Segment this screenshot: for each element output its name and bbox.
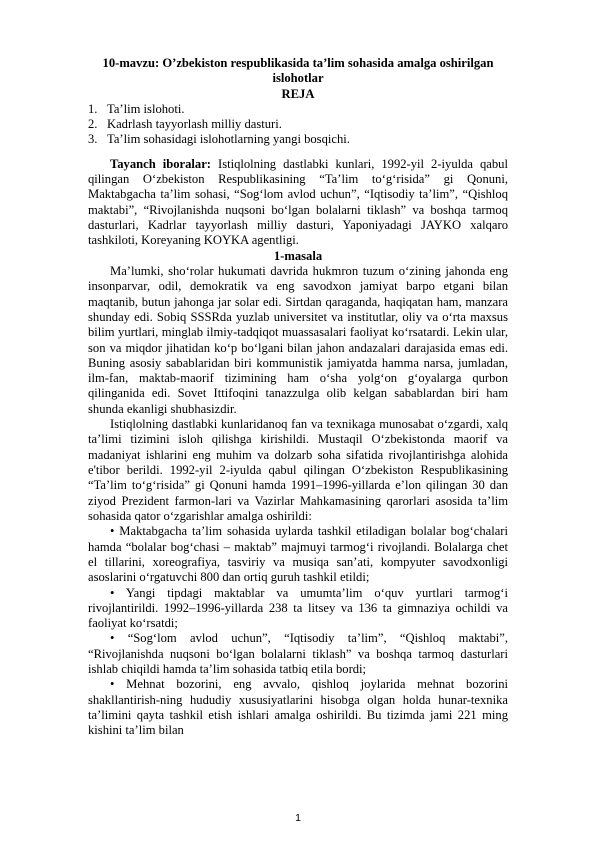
spacer: [88, 148, 508, 157]
bullet-paragraph: • Maktabgacha ta’lim sohasida uylarda tashkil etiladigan bolalar bog‘chalari hamda “bolalar bog‘chasi – maktab” majmuyi tarmog‘i rivojlandi. Bolalarga chet el tillarini, xoreografiya, tasviriy va musiqa san’ati, kompyuter savodxonligi asoslarini o‘rgatuvchi 800 dan ortiq guruh tashkil etildi;: [88, 524, 508, 585]
bullet-paragraph: • Yangi tipdagi maktablar va umumta’lim o‘quv yurtlari tarmog‘i rivojlantirildi. 1992–1996-yillarda 238 ta litsey va 136 ta gimnaziya ochildi va faoliyat ko‘rsatdi;: [88, 585, 508, 631]
plan-item-number: 2.: [88, 117, 98, 132]
body-paragraph: Istiqlolning dastlabki kunlaridanoq fan va texnikaga munosabat o‘zgardi, xalq ta’limi tizimini isloh qilishga kirishildi. Mustaqil O‘zbekistonda maorif va madaniyat ishlarini eng muhim va dolzarb soha sifatida rivojlantirishga alohida e'tibor berildi. 1992-yil 2-iyulda qabul qilingan O‘zbekiston Respublikasining “Ta’lim to‘g‘risida” gi Qonuni hamda 1991–1996-yillarda e’lon qilingan 30 dan ziyod Prezident farmon-lari va Vazirlar Mahkamasining qarorlari asosida ta’lim sohasida qator o‘zgarishlar amalga oshirildi:: [88, 417, 508, 523]
plan-item-text: Ta’lim islohoti.: [107, 101, 185, 116]
plan-item: [88, 102, 508, 117]
plan-item: [88, 132, 508, 147]
plan-item-number: 3.: [88, 132, 98, 147]
key-terms-paragraph: [88, 157, 508, 249]
section-heading: 1-masala: [273, 248, 323, 263]
key-terms-label: Tayanch iboralar:: [110, 156, 211, 171]
plan-item-text: Ta’lim sohasidagi islohotlarning yangi bosqichi.: [107, 132, 350, 147]
page-content: [88, 56, 508, 739]
plan-item-number: 1.: [88, 101, 98, 116]
plan-heading: REJA: [281, 86, 315, 101]
key-terms-text: Istiqlolning dastlabki kunlari, 1992-yil 2-iyulda qabul qilingan O‘zbekiston Respublikasining “Ta’lim to‘g‘risida” gi Qonuni, Maktabgacha ta’lim sohasi, “Sog‘lom avlod uchun”, “Iqtisodiy ta’lim”, “Qishloq maktabi”, “Rivojlanishda nuqsoni bo‘lgan bolalarni tiklash” va boshqa tarmoq dasturlari, Kadrlar tayyorlash milliy dasturi, Yaponiyadagi JAYKO xalqaro tashkiloti, Koreyaning KOYKA agentligi.: [88, 156, 508, 248]
bullet-paragraph: • “Sog‘lom avlod uchun”, “Iqtisodiy ta’lim”, “Qishloq maktabi”, “Rivojlanishda nuqsoni bo‘lgan bolalarni tiklash” va boshqa tarmoq dasturlari ishlab chiqildi hamda ta’lim sohasida tatbiq etila bordi;: [88, 631, 508, 677]
document-title: 10-mavzu: O’zbekiston respublikasida ta’lim sohasida amalga oshirilgan islohotlar: [102, 56, 494, 86]
plan-item-text: Kadrlash tayyorlash milliy dasturi.: [107, 117, 282, 132]
page-number: 1: [295, 812, 301, 824]
plan-item: [88, 117, 508, 132]
body-paragraph: Ma’lumki, sho‘rolar hukumati davrida hukmron tuzum o‘zining jahonda eng insonparvar, odil, demokratik va eng savodxon jamiyat barpo etgani bilan maqtanib, butun jahonga jar solar edi. Sirtdan qaraganda, haqiqatan ham, manzara shunday edi. Sobiq SSSRda yuzlab universitet va institutlar, oliy va o‘rta maxsus bilim yurtlari, minglab ilmiy-tadqiqot muassasalari faoliyat ko‘rsatardi. Lekin ular, son va miqdor jihatidan ko‘p bo‘lgani bilan jahon andazalari darajasida emas edi. Buning asosiy sabablaridan biri kommunistik jamiyatda hamma narsa, jumladan, ilm-fan, maktab-maorif tizimining ham o‘sha yolg‘on g‘oyalarga qurbon qilinganida edi. Sovet Ittifoqini tanazzulga olib kelgan sabablardan biri ham shunda ekanligi shubhasizdir.: [88, 263, 508, 416]
plan-list: [88, 102, 508, 148]
bullet-paragraph: • Mehnat bozorini, eng avvalo, qishloq joylarida mehnat bozorini shakllantirish-ning hududiy xususiyatlarini hisobga olgan holda hunar-texnika ta’limini qayta tashkil etish ishlari amalga oshirildi. Bu tizimda jami 221 ming kishini ta’lim bilan: [88, 677, 508, 738]
